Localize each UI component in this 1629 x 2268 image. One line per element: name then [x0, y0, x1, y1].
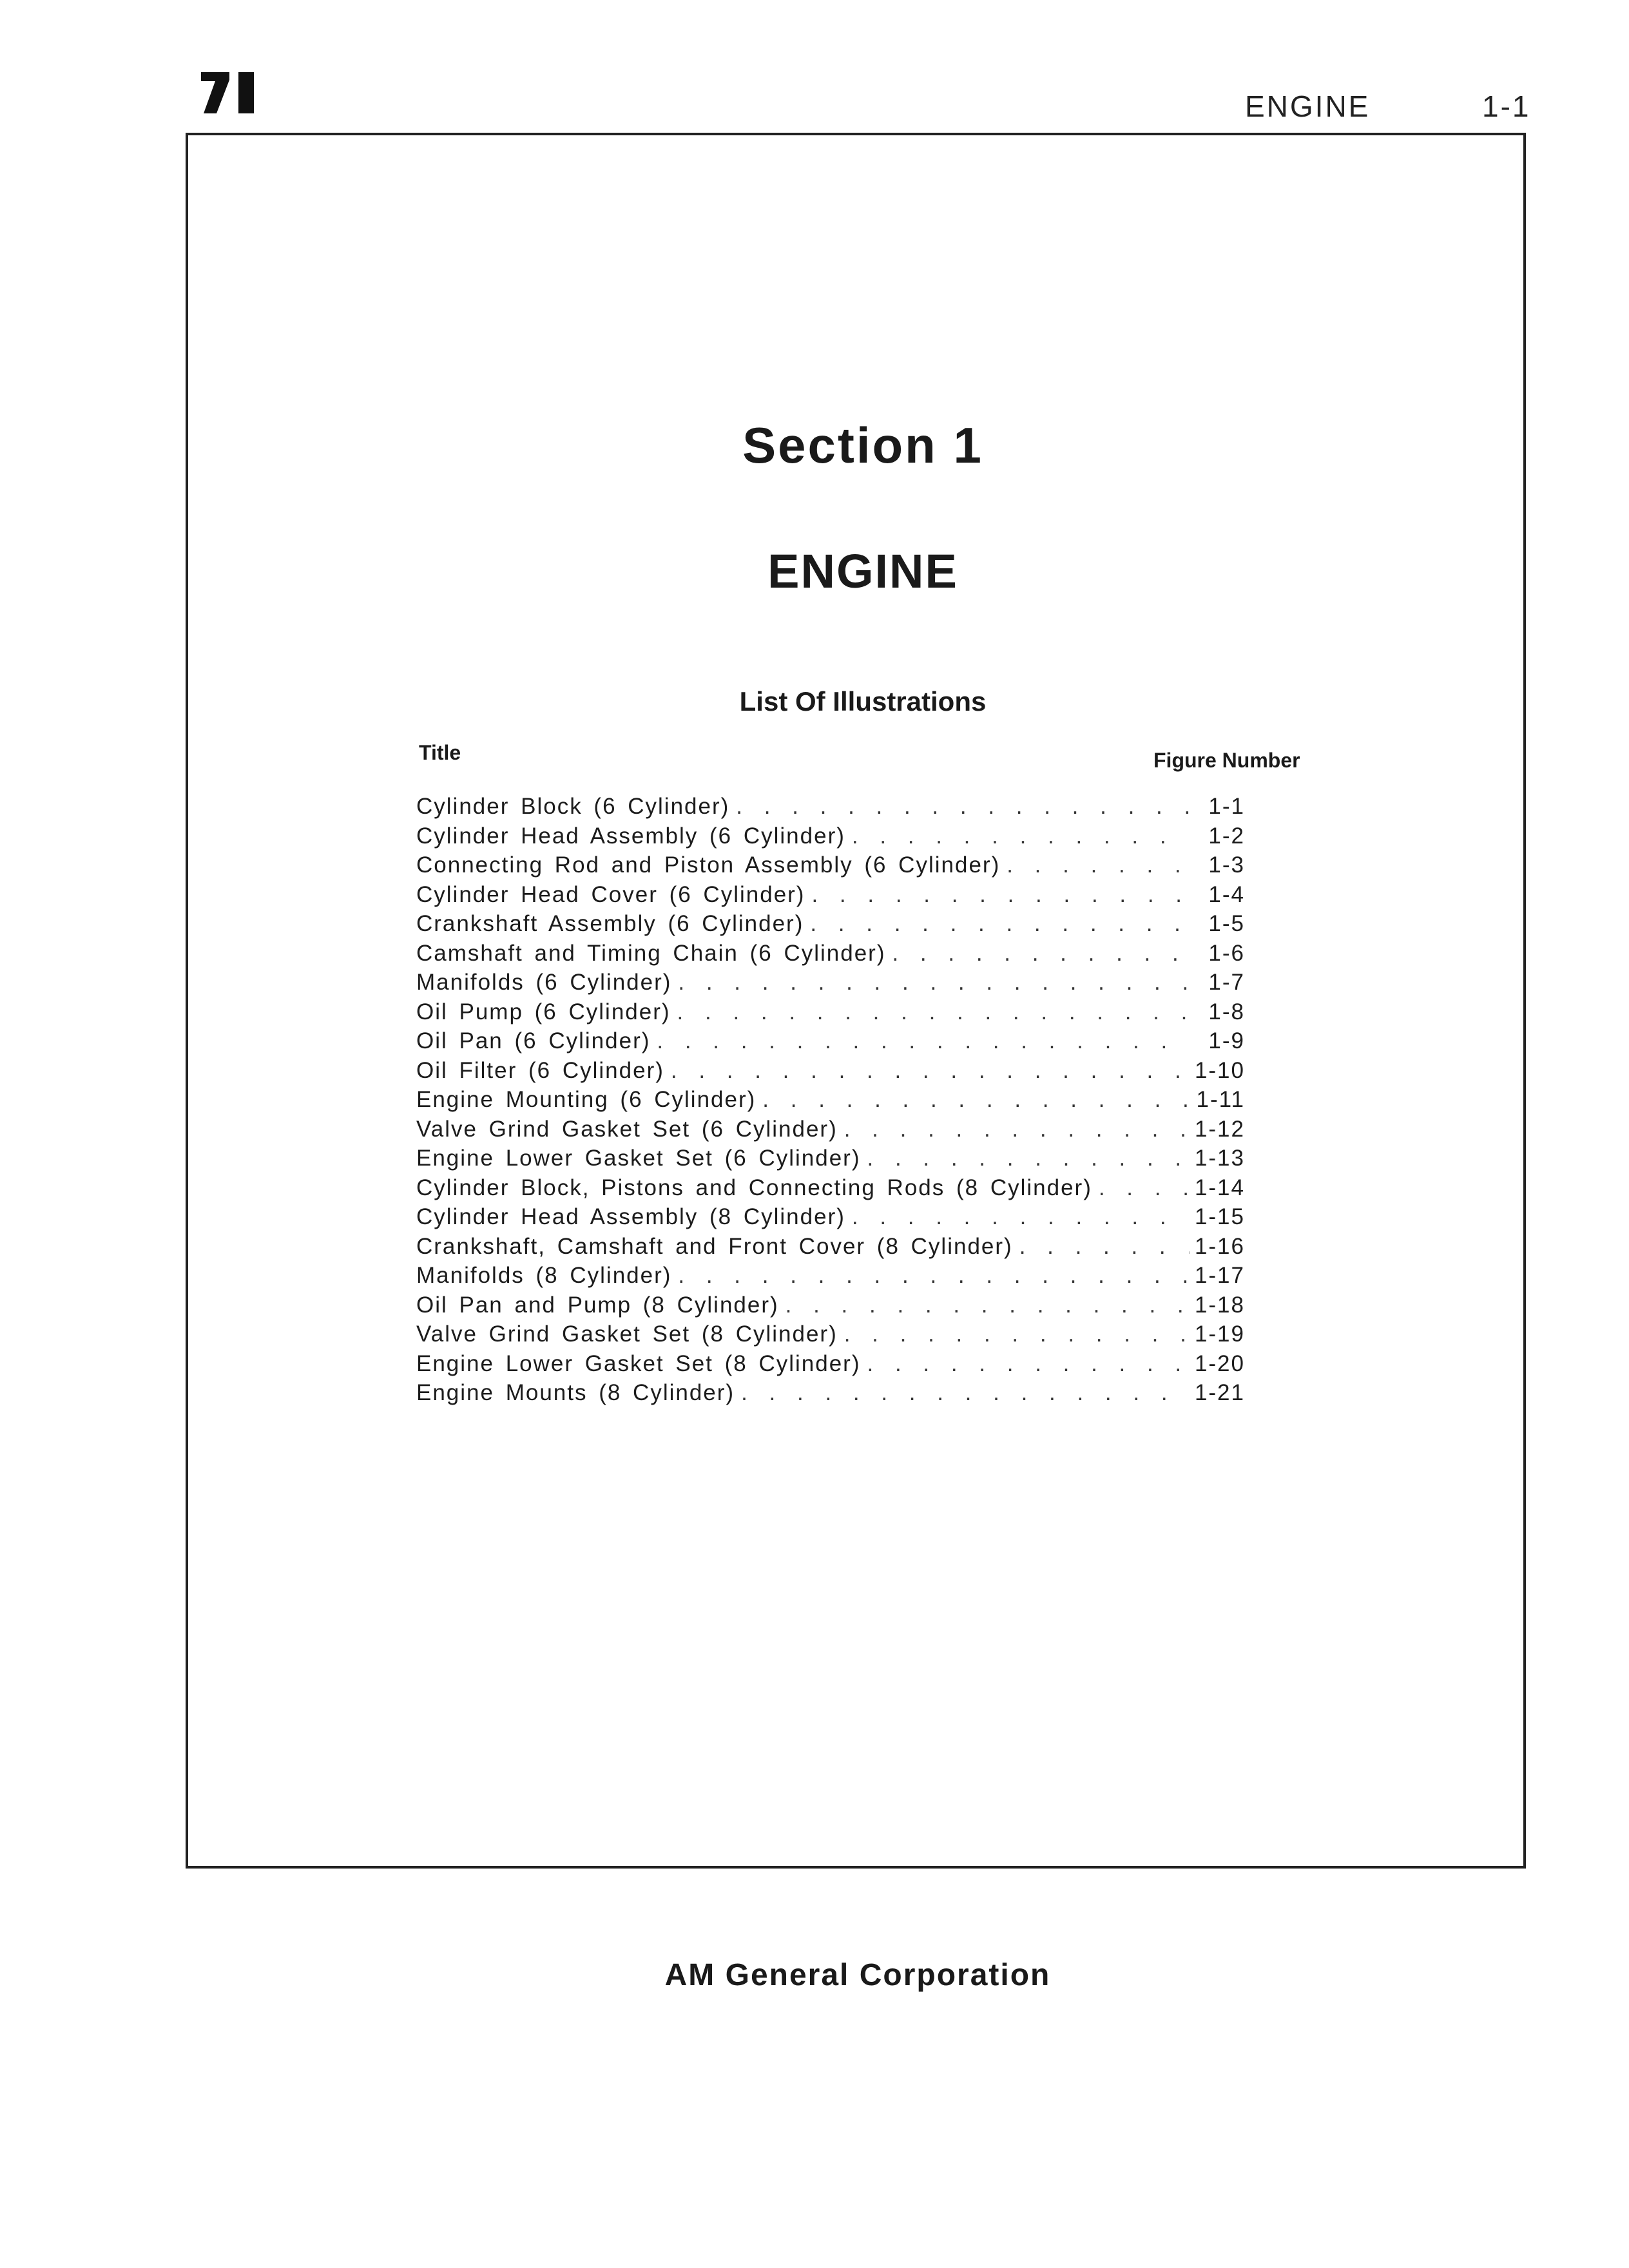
figure-number: 1-8: [1208, 999, 1245, 1024]
figure-number: 1-14: [1194, 1175, 1245, 1200]
list-item: [416, 1321, 1245, 1351]
illustration-title: Valve Grind Gasket Set (6 Cylinder): [416, 1116, 838, 1142]
list-item: [416, 1087, 1245, 1117]
list-item: [416, 970, 1245, 999]
figure-number: 1-10: [1194, 1057, 1245, 1083]
illustration-title: Oil Pan (6 Cylinder): [416, 1028, 651, 1053]
list-item: [416, 1175, 1245, 1205]
list-item: [416, 911, 1245, 941]
dot-leader: [671, 1263, 1190, 1289]
dot-leader: [861, 1146, 1190, 1171]
dot-leader: [861, 1351, 1190, 1377]
list-item: [416, 1380, 1245, 1410]
list-item: [416, 852, 1245, 882]
illustration-title: Oil Pump (6 Cylinder): [416, 999, 671, 1024]
illustration-title: Camshaft and Timing Chain (6 Cylinder): [416, 940, 886, 966]
illustration-title: Engine Mounts (8 Cylinder): [416, 1380, 735, 1405]
figure-number: 1-12: [1194, 1116, 1245, 1142]
figure-number: 1-20: [1194, 1350, 1245, 1376]
dot-leader: [804, 911, 1190, 937]
illustration-title: Engine Lower Gasket Set (6 Cylinder): [416, 1146, 861, 1171]
illustration-title: Cylinder Block, Pistons and Connecting Rods (8 Cylinder): [416, 1175, 1092, 1200]
dot-leader: [671, 999, 1190, 1025]
figure-number: 1-11: [1196, 1087, 1245, 1112]
list-item: [416, 1117, 1245, 1146]
list-item: [416, 1028, 1245, 1058]
figure-number: 1-16: [1194, 1233, 1245, 1259]
list-item: [416, 1058, 1245, 1088]
dot-leader: [845, 823, 1190, 849]
list-item: [416, 823, 1245, 853]
illustration-title: Cylinder Head Cover (6 Cylinder): [416, 881, 805, 907]
figure-number: 1-6: [1208, 940, 1245, 966]
dot-leader: [729, 794, 1190, 820]
figure-number: 1-9: [1208, 1028, 1245, 1053]
dot-leader: [805, 882, 1190, 908]
running-head-title: ENGINE: [1245, 90, 1371, 123]
list-item: [416, 999, 1245, 1029]
figure-number: 1-2: [1208, 823, 1245, 849]
dot-leader: [1000, 852, 1190, 878]
list-item: [416, 794, 1245, 823]
dot-leader: [1092, 1175, 1190, 1201]
illustration-title: Crankshaft, Camshaft and Front Cover (8 Cylinder): [416, 1233, 1013, 1259]
list-item: [416, 1204, 1245, 1234]
list-item: [416, 1263, 1245, 1293]
dot-leader: [650, 1028, 1190, 1054]
illustration-title: Oil Pan and Pump (8 Cylinder): [416, 1292, 779, 1318]
illustration-title: Connecting Rod and Piston Assembly (6 Cylinder): [416, 852, 1001, 878]
figure-number: 1-18: [1194, 1292, 1245, 1318]
dot-leader: [1013, 1234, 1190, 1260]
figure-number: 1-3: [1208, 852, 1245, 878]
dot-leader: [671, 970, 1190, 995]
list-item: [416, 1293, 1245, 1322]
illustration-title: Valve Grind Gasket Set (8 Cylinder): [416, 1321, 838, 1347]
column-header-title: Title: [419, 741, 461, 764]
illustration-list: [416, 794, 1245, 1410]
dot-leader: [838, 1117, 1190, 1142]
list-item: [416, 1146, 1245, 1175]
figure-number: 1-15: [1194, 1204, 1245, 1229]
figure-number: 1-13: [1194, 1146, 1245, 1171]
illustration-title: Crankshaft Assembly (6 Cylinder): [416, 911, 804, 936]
column-header-figure-number: Figure Number: [1153, 749, 1300, 772]
section-label: Section 1: [742, 417, 983, 474]
illustration-title: Manifolds (6 Cylinder): [416, 970, 672, 995]
figure-number: 1-1: [1208, 794, 1245, 819]
illustration-title: Manifolds (8 Cylinder): [416, 1263, 672, 1288]
illustration-title: Cylinder Head Assembly (8 Cylinder): [416, 1204, 845, 1229]
list-item: [416, 1234, 1245, 1264]
dot-leader: [885, 941, 1190, 966]
dot-leader: [664, 1058, 1190, 1084]
list-item: [416, 941, 1245, 970]
dot-leader: [838, 1321, 1190, 1347]
illustration-title: Engine Lower Gasket Set (8 Cylinder): [416, 1350, 861, 1376]
dot-leader: [756, 1087, 1190, 1113]
figure-number: 1-7: [1208, 970, 1245, 995]
illustration-title: Cylinder Head Assembly (6 Cylinder): [416, 823, 845, 849]
publisher-footer: AM General Corporation: [664, 1958, 1051, 1992]
illustration-title: Engine Mounting (6 Cylinder): [416, 1087, 757, 1112]
am-general-logo-icon: [201, 72, 259, 113]
figure-number: 1-19: [1194, 1321, 1245, 1347]
list-item: [416, 1351, 1245, 1381]
section-title: ENGINE: [767, 544, 958, 598]
page-number: 1-1: [1482, 90, 1531, 123]
figure-number: 1-21: [1194, 1380, 1245, 1405]
figure-number: 1-17: [1194, 1263, 1245, 1288]
list-of-illustrations-heading: List Of Illustrations: [739, 686, 987, 716]
dot-leader: [735, 1380, 1190, 1406]
illustration-title: Cylinder Block (6 Cylinder): [416, 794, 730, 819]
dot-leader: [779, 1293, 1190, 1318]
figure-number: 1-4: [1208, 881, 1245, 907]
illustration-title: Oil Filter (6 Cylinder): [416, 1057, 664, 1083]
dot-leader: [845, 1204, 1190, 1230]
figure-number: 1-5: [1208, 911, 1245, 936]
list-item: [416, 882, 1245, 912]
